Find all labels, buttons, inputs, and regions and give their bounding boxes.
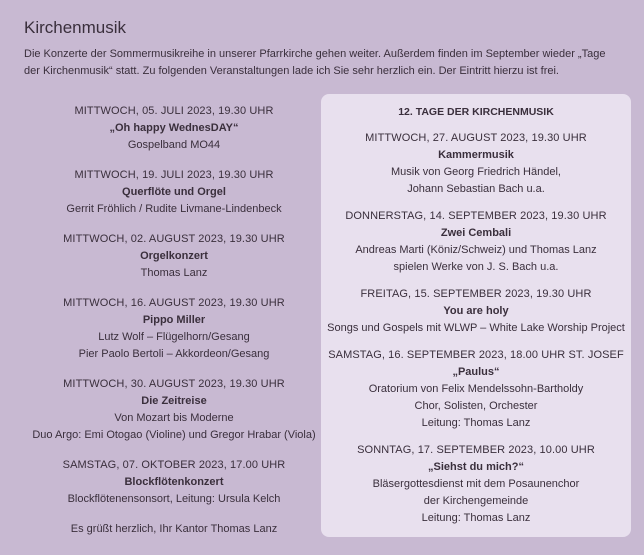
event-line: Bläsergottesdienst mit dem Posaunenchor (372, 478, 580, 490)
event-title: „Paulus“ (452, 366, 500, 378)
event-date: MITTWOCH, 02. AUGUST 2023, 19.30 UHR (63, 233, 285, 245)
event-item (321, 130, 631, 198)
event-title: Die Zeitreise (141, 395, 207, 407)
event-item (0, 103, 348, 154)
event-item (321, 208, 631, 276)
event-date: MITTWOCH, 05. JULI 2023, 19.30 UHR (74, 105, 274, 117)
event-line: Blockflötenensonsort, Leitung: Ursula Kelch (67, 493, 281, 505)
event-date: DONNERSTAG, 14. SEPTEMBER 2023, 19.30 UHR (345, 210, 607, 222)
event-title: You are holy (443, 305, 509, 317)
page-title: Kirchenmusik (24, 18, 127, 37)
event-item (321, 442, 631, 527)
event-line: Lutz Wolf – Flügelhorn/Gesang (98, 331, 250, 343)
event-item (0, 295, 348, 363)
event-line: Von Mozart bis Moderne (114, 412, 234, 424)
event-line: Gospelband MO44 (127, 139, 221, 151)
event-title: Kammermusik (438, 149, 514, 161)
event-date: SAMSTAG, 07. OKTOBER 2023, 17.00 UHR (62, 459, 286, 471)
church-music-days-panel (321, 94, 631, 537)
event-line: Oratorium von Felix Mendelssohn-Bartholdy (368, 383, 584, 395)
event-title: Blockflötenkonzert (124, 476, 224, 488)
event-line: Pier Paolo Bertoli – Akkordeon/Gesang (78, 348, 270, 360)
event-line: Songs und Gospels mit WLWP – White Lake Worship Project (327, 322, 625, 334)
event-item (0, 376, 348, 444)
event-line: Andreas Marti (Köniz/Schweiz) und Thomas Lanz (355, 244, 597, 256)
event-date: MITTWOCH, 27. AUGUST 2023, 19.30 UHR (365, 132, 587, 144)
event-line: Chor, Solisten, Orchester (414, 400, 538, 412)
event-date: SONNTAG, 17. SEPTEMBER 2023, 10.00 UHR (357, 444, 595, 456)
event-line: der Kirchengemeinde (423, 495, 529, 507)
event-item (321, 286, 631, 337)
event-item (0, 457, 348, 508)
event-line: Leitung: Thomas Lanz (421, 417, 531, 429)
closing-greeting: Es grüßt herzlich, Ihr Kantor Thomas Lanz (70, 523, 278, 535)
event-line: Johann Sebastian Bach u.a. (407, 183, 545, 195)
event-date: FREITAG, 15. SEPTEMBER 2023, 19.30 UHR (360, 288, 592, 300)
event-title: Querflöte und Orgel (122, 186, 226, 198)
event-title: Pippo Miller (142, 314, 206, 326)
event-line: Leitung: Thomas Lanz (421, 512, 531, 524)
event-item (0, 231, 348, 282)
event-line: Thomas Lanz (140, 267, 208, 279)
event-line: spielen Werke von J. S. Bach u.a. (393, 261, 559, 273)
event-line: Musik von Georg Friedrich Händel, (391, 166, 561, 178)
event-date: MITTWOCH, 19. JULI 2023, 19.30 UHR (74, 169, 274, 181)
event-line: Gerrit Fröhlich / Rudite Livmane-Lindenbeck (66, 203, 282, 215)
event-line: Duo Argo: Emi Otogao (Violine) und Gregor Hrabar (Viola) (32, 429, 316, 441)
event-title: Orgelkonzert (140, 250, 208, 262)
intro-paragraph: Die Konzerte der Sommermusikreihe in unserer Pfarrkirche gehen weiter. Außerdem finden im September wieder „Tage der Kirchenmusik“ statt. Zu folgenden Veranstaltungen lade ich Sie sehr herzlich ein. Der Eintritt hierzu ist frei. (24, 48, 606, 77)
event-title: „Siehst du mich?“ (428, 461, 524, 473)
event-item (321, 347, 631, 432)
event-date: MITTWOCH, 16. AUGUST 2023, 19.30 UHR (63, 297, 285, 309)
summer-concert-list (0, 103, 348, 538)
event-title: Zwei Cembali (440, 227, 512, 239)
event-title: „Oh happy WednesDAY“ (109, 122, 239, 134)
event-date: MITTWOCH, 30. AUGUST 2023, 19.30 UHR (63, 378, 285, 390)
event-item (0, 167, 348, 218)
panel-title: 12. TAGE DER KIRCHENMUSIK (398, 106, 554, 118)
event-date: SAMSTAG, 16. SEPTEMBER 2023, 18.00 UHR ST. JOSEF (328, 349, 624, 361)
